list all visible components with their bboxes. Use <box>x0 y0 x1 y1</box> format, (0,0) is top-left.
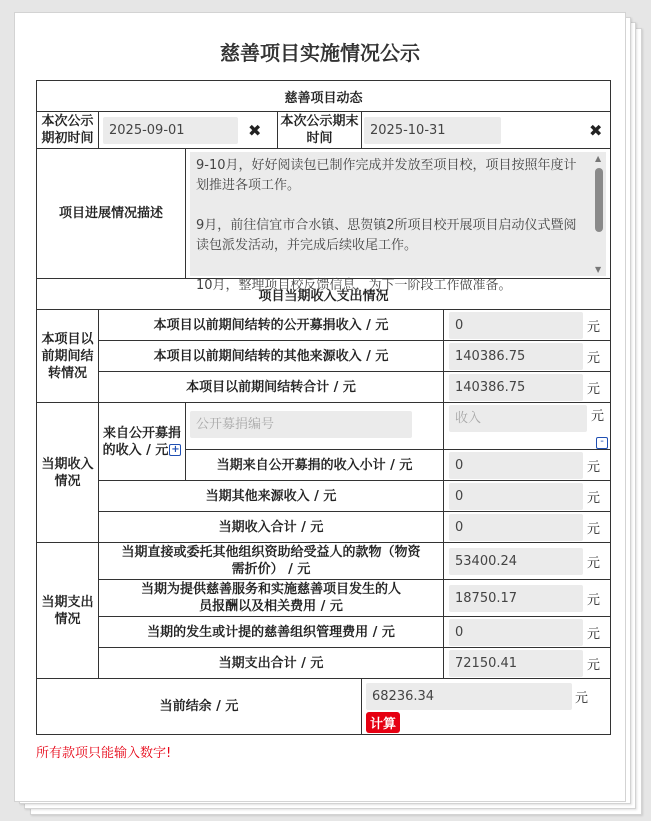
numeric-warning: 所有款项只能输入数字! <box>36 746 172 761</box>
period-start-input[interactable]: 2025-09-01 <box>103 117 238 144</box>
clear-end-icon[interactable]: ✖ <box>589 120 603 140</box>
progress-label: 项目进展情况描述 <box>37 149 186 279</box>
other-income-label: 当期其他来源收入 / 元 <box>99 481 444 512</box>
progress-scrollbar[interactable] <box>592 152 606 276</box>
scroll-up-icon[interactable]: ▲ <box>595 153 602 163</box>
unit-label: 元 <box>587 592 601 608</box>
expense-total-input[interactable]: 72150.41 <box>449 650 583 677</box>
expense-group-label: 当期支出情况 <box>37 543 99 679</box>
public-subtotal-input[interactable]: 0 <box>449 452 583 479</box>
unit-label: 元 <box>587 459 601 475</box>
unit-label: 元 <box>587 555 601 571</box>
form-sheet <box>14 12 626 802</box>
public-income-label: 来自公开募捐的收入 / 元 <box>102 425 181 458</box>
balance-label: 当前结余 / 元 <box>37 679 362 735</box>
expense-total-label: 当期支出合计 / 元 <box>99 648 444 679</box>
progress-textarea[interactable] <box>190 152 606 293</box>
unit-label: 元 <box>587 657 601 673</box>
expense-staff-input[interactable]: 18750.17 <box>449 585 583 612</box>
prior-total-label: 本项目以前期间结转合计 / 元 <box>99 372 444 403</box>
add-row-icon[interactable]: + <box>171 444 180 455</box>
period-end-label: 本次公示期末时间 <box>278 112 362 149</box>
progress-text: 9-10月，好好阅读包已制作完成并发放至项目校，项目按照年度计划推进各项工作。 9月，前往信宜市合水镇、思贺镇2所项目校开展项目启动仪式暨阅读包派发活动，并完成后续收尾工作。 10月，整理项目校反馈信息，为下一阶段工作做准备。 <box>196 157 577 293</box>
income-amount-input[interactable]: 收入 <box>449 405 587 432</box>
income-total-input[interactable]: 0 <box>449 514 583 541</box>
unit-label: 元 <box>587 490 601 506</box>
unit-label: 元 <box>591 409 605 424</box>
unit-label: 元 <box>575 691 589 706</box>
balance-input[interactable]: 68236.34 <box>366 683 572 710</box>
expense-staff-label: 当期为提供慈善服务和实施慈善项目发生的人员报酬以及相关费用 / 元 <box>99 580 444 617</box>
period-end-input[interactable]: 2025-10-31 <box>364 117 501 144</box>
prior-total-input[interactable]: 140386.75 <box>449 374 583 401</box>
clear-start-icon[interactable]: ✖ <box>248 120 262 140</box>
expense-admin-input[interactable]: 0 <box>449 619 583 646</box>
scroll-thumb[interactable] <box>595 168 603 232</box>
unit-label: 元 <box>587 626 601 642</box>
expense-admin-label: 当期的发生或计提的慈善组织管理费用 / 元 <box>99 617 444 648</box>
section-header-finance: 项目当期收入支出情况 <box>37 279 611 310</box>
prior-public-label: 本项目以前期间结转的公开募捐收入 / 元 <box>99 310 444 341</box>
public-subtotal-label: 当期来自公开募捐的收入小计 / 元 <box>186 450 444 481</box>
disclosure-table <box>36 80 611 735</box>
prior-public-input[interactable]: 0 <box>449 312 583 339</box>
calculate-button[interactable]: 计算 <box>366 712 400 733</box>
page-title: 慈善项目实施情况公示 <box>220 41 420 65</box>
remove-row-icon[interactable]: - <box>596 437 608 449</box>
unit-label: 元 <box>587 319 601 335</box>
fundraise-no-input[interactable]: 公开募捐编号 <box>190 411 412 438</box>
income-total-label: 当期收入合计 / 元 <box>99 512 444 543</box>
unit-label: 元 <box>587 381 601 397</box>
income-group-label: 当期收入情况 <box>37 403 99 543</box>
unit-label: 元 <box>587 521 601 537</box>
unit-label: 元 <box>587 350 601 366</box>
other-income-input[interactable]: 0 <box>449 483 583 510</box>
prior-group-label: 本项目以前期间结转情况 <box>37 310 99 403</box>
section-header-dynamics: 慈善项目动态 <box>37 81 611 112</box>
scroll-down-icon[interactable]: ▼ <box>595 264 602 274</box>
period-start-label: 本次公示期初时间 <box>37 112 99 149</box>
expense-direct-label: 当期直接或委托其他组织资助给受益人的款物（物资需折价） / 元 <box>99 543 444 580</box>
prior-other-label: 本项目以前期间结转的其他来源收入 / 元 <box>99 341 444 372</box>
expense-direct-input[interactable]: 53400.24 <box>449 548 583 575</box>
prior-other-input[interactable]: 140386.75 <box>449 343 583 370</box>
